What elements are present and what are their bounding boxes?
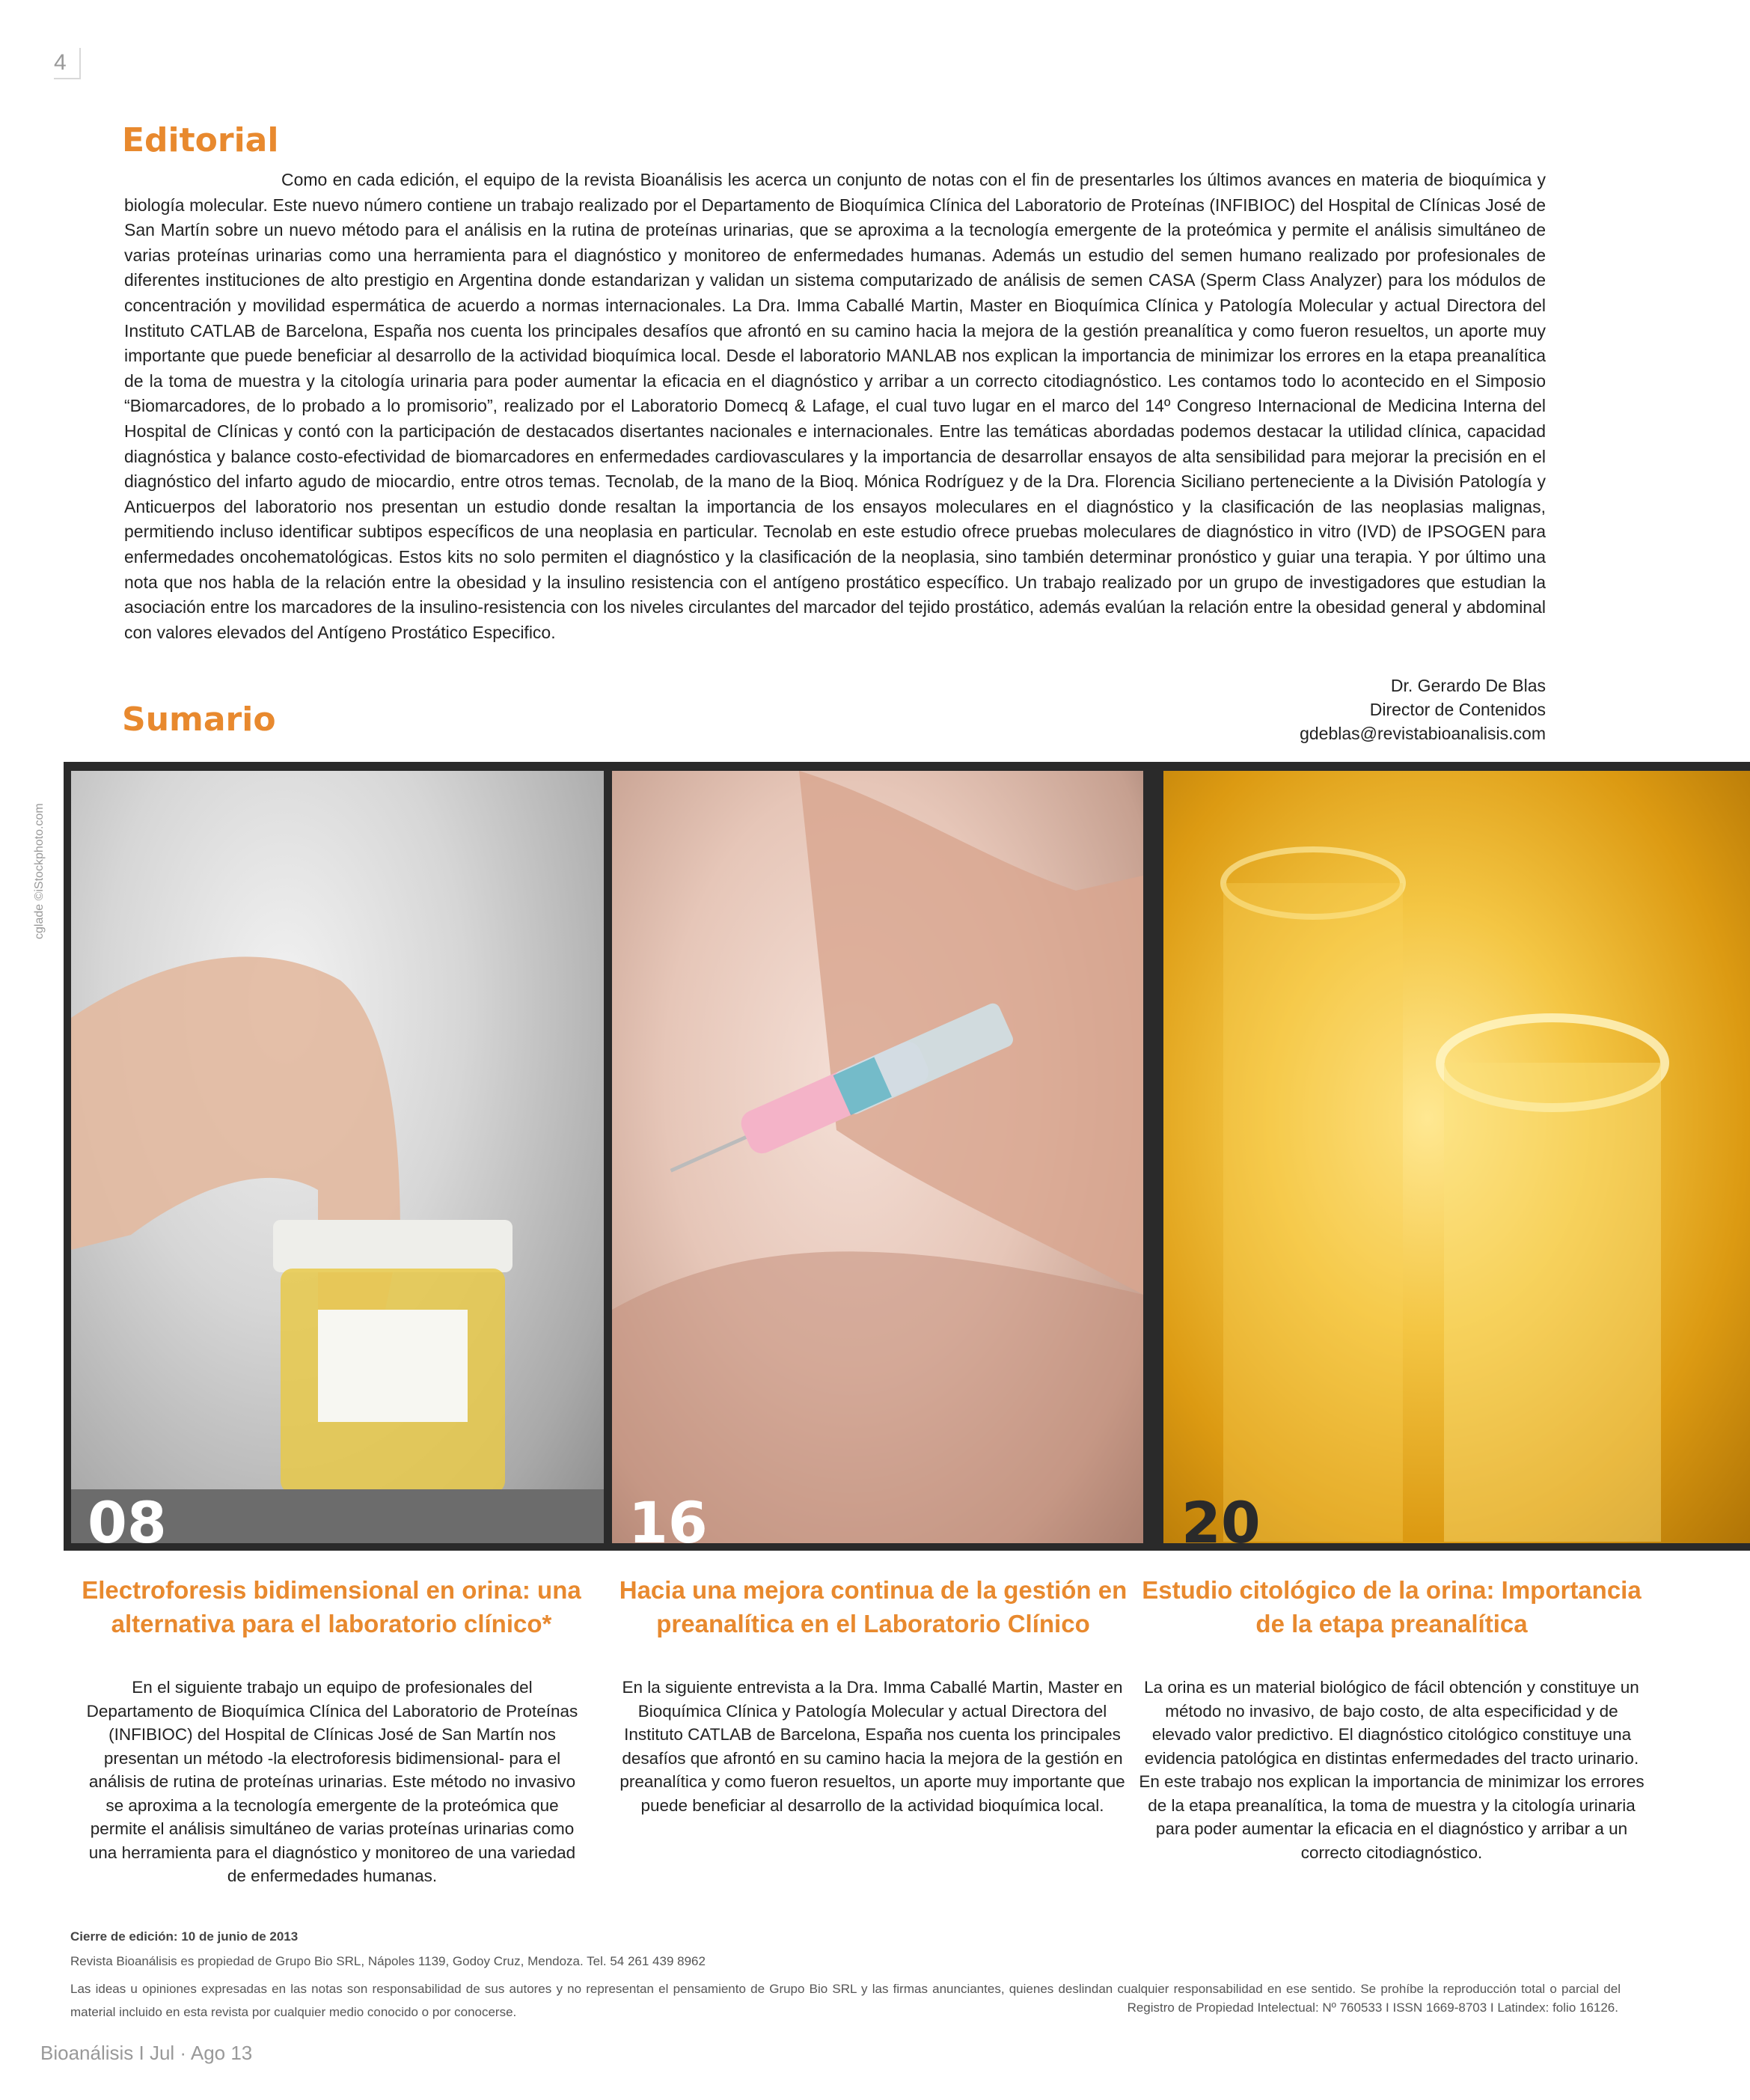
syringe-illustration (612, 771, 1143, 1543)
page-ref-20[interactable]: 20 (1181, 1489, 1261, 1543)
page-ref-08[interactable]: 08 (88, 1489, 167, 1543)
photo-credit (33, 760, 55, 939)
closing-date: Cierre de edición: 10 de junio de 2013 (70, 1929, 299, 1944)
magazine-issue: Bioanálisis I Jul · Ago 13 (40, 2042, 253, 2064)
publisher-info: Revista Bioanálisis es propiedad de Grupo Bio SRL, Nápoles 1139, Godoy Cruz, Mendoza. Tel. 54 261 439 8962 (70, 1954, 706, 1968)
article-summary-preanalitica: En la siguiente entrevista a la Dra. Imma Caballé Martin, Master en Bioquímica Clínica y Patología Molecular y actual Directora del Instituto CATLAB de Barcelona, España nos cuenta los principales desafíos que afrontó en su camino hacia la mejora de la gestión en preanalítica y como fueron resueltos, un aporte muy importante que puede beneficiar al desarrollo de la actividad bioquímica local. (619, 1678, 1125, 1815)
page-number: 4 (54, 48, 81, 79)
signature-email[interactable]: gdeblas@revistabioanalisis.com (1300, 724, 1546, 743)
sumario-title: Sumario (122, 700, 276, 739)
photo-credit-text: cglade ©iStockphoto.com (33, 803, 46, 939)
disclaimer: Las ideas u opiniones expresadas en las notas son responsabilidad de sus autores y no representan el pensamiento de Grupo Bio SRL y las firmas anunciantes, quienes deslindan cualquier responsabilidad en ese sentido. Se prohíbe la reproducción total o parcial del material incluido en esta revista por cualquier medio conocido o por conocerse. (70, 1982, 1621, 2019)
urine-cup-illustration (71, 771, 604, 1543)
editorial-title: Editorial (122, 121, 279, 159)
test-tubes-illustration (1163, 771, 1750, 1543)
blood-draw-photo[interactable] (612, 771, 1143, 1543)
article-summary-electroforesis: En el siguiente trabajo un equipo de profesionales del Departamento de Bioquímica Clínica del Laboratorio de Proteínas (INFIBIOC) del Hospital de Clínicas José de San Martín nos presentan un método -la electroforesis bidimensional- para el análisis de rutina de proteínas urinarias. Este método no invasivo se aproxima a la tecnología emergente de la proteómica que permite el análisis simultáneo de varias proteínas urinarias como una herramienta para el diagnóstico y monitoreo de una variedad de enfermedades humanas. (86, 1678, 578, 1885)
signature-name: Dr. Gerardo De Blas (1390, 676, 1546, 695)
editorial-text: Como en cada edición, el equipo de la revista Bioanálisis les acerca un conjunto de notas con el fin de presentarles los últimos avances en materia de bioquímica y biología molecular. Este nuevo número contiene un trabajo realizado por el Departamento de Bioquímica Clínica del Laboratorio de Proteínas (INFIBIOC) del Hospital de Clínicas José de San Martín sobre un nuevo método para el análisis en la rutina de proteínas urinarias, que se aproxima a la tecnología emergente de la proteómica y permite el análisis simultáneo de varias proteínas urinarias como una herramienta para el diagnóstico y monitoreo de enfermedades humanas. Además un estudio del semen humano realizado por profesionales de diferentes instituciones de alto prestigio en Argentina donde estandarizan y validan un sistema computarizado de análisis de semen CASA (Sperm Class Analyzer) para los módulos de concentración y movilidad espermática de acuerdo a normas internacionales. La Dra. Imma Caballé Martin, Master en Bioquímica Clínica y Patología Molecular y actual Directora del Instituto CATLAB de Barcelona, España nos cuenta los principales desafíos que afrontó en su camino hacia la mejora de la gestión preanalítica y como fueron resueltos, un aporte muy importante que puede beneficiar al desarrollo de la actividad bioquímica local. Desde el laboratorio MANLAB nos explican la importancia de minimizar los errores en la etapa preanalítica de la toma de muestra y la citología urinaria para poder aumentar la eficacia en el diagnóstico y arribar a un correcto citodiagnóstico. Les contamos todo lo acontecido en el Simposio “Biomarcadores, de lo probado a lo promisorio”, realizado por el Laboratorio Domecq & Lafage, el cual tuvo lugar en el marco del 14º Congreso Internacional de Medicina Interna del Hospital de Clínicas y contó con la participación de destacados disertantes nacionales e internacionales. Entre las temáticas abordadas podemos destacar la utilidad clínica, capacidad diagnóstica y balance costo-efectividad de biomarcadores en enfermedades cardiovasculares y la importancia de desarrollar ensayos de alta sensibilidad para mejorar la precisión en el diagnóstico del infarto agudo de miocardio, entre otros temas. Tecnolab, de la mano de la Bioq. Mónica Rodríguez y de la Dra. Florencia Siciliano perteneciente a la División Patología y Anticuerpos del laboratorio nos presentan un estudio donde resaltan la importancia de los ensayos moleculares en el diagnóstico y la clasificación de las neoplasias malignas, permitiendo incluso identificar subtipos específicos de una neoplasia en particular. Tecnolab en este estudio ofrece pruebas moleculares de diagnóstico in vitro (IVD) de IPSOGEN para enfermedades oncohematológicas. Estos kits no solo permiten el diagnóstico y la clasificación de la neoplasia, sino también determinar pronóstico y guiar una terapia. Y por último una nota que nos habla de la relación entre la obesidad y la insulino resistencia con el antígeno prostático específico. Un trabajo realizado por un grupo de investigadores que estudian la asociación entre los marcadores de la insulino-resistencia con los niveles circulantes del marcador del tejido prostático, además evalúan la relación entre la obesidad general y abdominal con valores elevados del Antígeno Prostático Especifico. (124, 170, 1546, 642)
editorial-signature (1300, 674, 1546, 745)
article-summary-citologia: La orina es un material biológico de fácil obtención y constituye un método no invasivo, de bajo costo, de alta especificidad y de elevado valor predictivo. El diagnóstico citológico constituye una evidencia patológica en distintas enfermedades del tracto urinario. En este trabajo nos explican la importancia de minimizar los errores de la etapa preanalítica, la toma de muestra y la citología urinaria para poder aumentar la eficacia en el diagnóstico y arribar a un correcto citodiagnóstico. (1139, 1678, 1645, 1862)
article-title-electroforesis[interactable]: Electroforesis bidimensional en orina: una alternativa para el laboratorio clínico* (82, 1576, 581, 1637)
sumario-photo-strip (64, 762, 1750, 1551)
article-title-citologia[interactable]: Estudio citológico de la orina: Importancia de la etapa preanalítica (1142, 1576, 1642, 1637)
page-ref-16[interactable]: 16 (628, 1489, 708, 1543)
article-title-preanalitica[interactable]: Hacia una mejora continua de la gestión en preanalítica en el Laboratorio Clínico (619, 1576, 1128, 1637)
urine-sample-photo[interactable] (71, 771, 604, 1543)
registry-info: Registro de Propiedad Intelectual: Nº 760533 I ISSN 1669-8703 I Latindex: folio 16126. (1127, 2000, 1618, 2015)
editorial-body (124, 168, 1546, 645)
signature-role: Director de Contenidos (1369, 700, 1546, 719)
test-tubes-photo[interactable] (1163, 771, 1750, 1543)
